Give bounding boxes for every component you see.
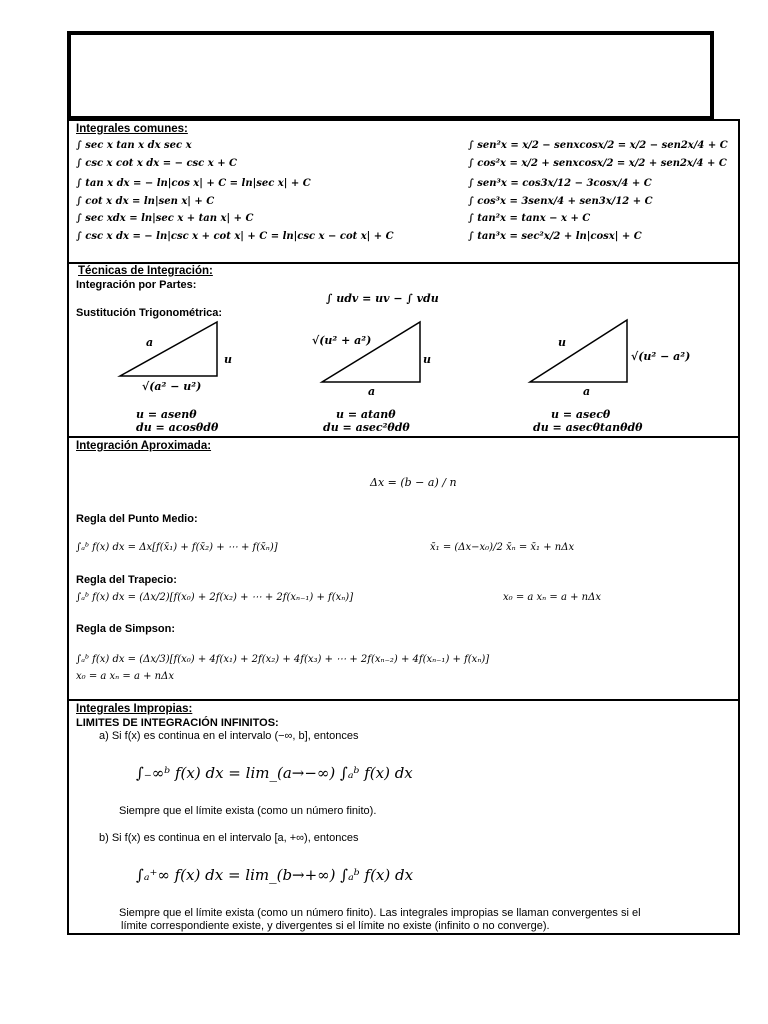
improper-a-note: Siempre que el límite exista (como un número finito). xyxy=(119,805,377,817)
triangle-3 xyxy=(530,320,627,382)
simpson-label: Regla de Simpson: xyxy=(76,623,176,635)
tri3-base: a xyxy=(583,385,591,398)
tri3-hyp: u xyxy=(558,336,566,349)
midpoint-formula: ∫ₐᵇ f(x) dx = Δx[f(x̄₁) + f(x̄₂) + ⋯ + f(x̄ₙ)] xyxy=(76,542,278,553)
tri1-sub2: du = acosθdθ xyxy=(136,421,219,434)
tri1-base: √(a² − u²) xyxy=(142,380,202,393)
tri1-side: u xyxy=(224,353,232,366)
tri1-hyp: a xyxy=(146,336,154,349)
common-right-1: ∫ sen²x = x/2 − senxcosx/2 = x/2 − sen2x/4 + C xyxy=(468,140,728,151)
improper-subheading: LIMITES DE INTEGRACIÓN INFINITOS: xyxy=(76,717,279,729)
common-left-5: ∫ sec xdx = ln|sec x + tan x| + C xyxy=(76,213,254,224)
tri2-sub2: du = asec²θdθ xyxy=(323,421,410,434)
common-left-4: ∫ cot x dx = ln|sen x| + C xyxy=(76,196,215,207)
triangle-2 xyxy=(322,322,420,382)
tri3-sub1: u = asecθ xyxy=(551,408,611,421)
common-left-2: ∫ csc x cot x dx = − csc x + C xyxy=(76,158,238,169)
parts-formula: ∫ udv = uv − ∫ vdu xyxy=(326,292,439,305)
triangle-1 xyxy=(120,322,217,376)
common-right-4: ∫ cos³x = 3senx/4 + sen3x/12 + C xyxy=(468,196,653,207)
improper-b-text: b) Si f(x) es continua en el intervalo [a, +∞), entonces xyxy=(99,832,359,844)
simpson-extra: x₀ = a xₙ = a + nΔx xyxy=(76,671,174,682)
tri2-base: a xyxy=(368,385,376,398)
common-left-6: ∫ csc x dx = − ln|csc x + cot x| + C = ln|csc x − cot x| + C xyxy=(76,231,394,242)
trap-formula: ∫ₐᵇ f(x) dx = (Δx/2)[f(x₀) + 2f(x₂) + ⋯ + 2f(xₙ₋₁) + f(xₙ)] xyxy=(76,592,354,603)
improper-a-formula: ∫₋∞ᵇ f(x) dx = lim_(a→−∞) ∫ₐᵇ f(x) dx xyxy=(136,764,413,782)
improper-b-note-2: límite correspondiente existe, y divergentes si el límite no existe (infinito o no converge). xyxy=(121,920,550,932)
common-left-3: ∫ tan x dx = − ln|cos x| + C = ln|sec x| + C xyxy=(76,178,311,189)
parts-label: Integración por Partes: xyxy=(76,279,197,291)
midpoint-label: Regla del Punto Medio: xyxy=(76,513,198,525)
common-right-3: ∫ sen³x = cos3x/12 − 3cosx/4 + C xyxy=(468,178,652,189)
tri3-sub2: du = asecθtanθdθ xyxy=(533,421,643,434)
common-right-2: ∫ cos²x = x/2 + senxcosx/2 = x/2 + sen2x/4 + C xyxy=(468,158,727,169)
tri3-side: √(u² − a²) xyxy=(631,350,691,363)
trap-label: Regla del Trapecio: xyxy=(76,574,177,586)
tri2-sub1: u = atanθ xyxy=(336,408,396,421)
simpson-formula: ∫ₐᵇ f(x) dx = (Δx/3)[f(x₀) + 4f(x₁) + 2f(x₂) + 4f(x₃) + ⋯ + 2f(xₙ₋₂) + 4f(xₙ₋₁) + f(xₙ)] xyxy=(76,654,490,665)
trig-label: Sustitución Trigonométrica: xyxy=(76,307,223,319)
trap-extra: x₀ = a xₙ = a + nΔx xyxy=(503,592,601,603)
delta-formula: Δx = (b − a) / n xyxy=(370,476,457,489)
approx-heading: Integración Aproximada: xyxy=(76,440,212,452)
tri2-hyp: √(u² + a²) xyxy=(312,334,372,347)
techniques-heading: Técnicas de Integración: xyxy=(78,265,213,277)
improper-b-note-1: Siempre que el límite exista (como un número finito). Las integrales impropias se llaman convergentes si el xyxy=(119,907,641,919)
common-right-6: ∫ tan³x = sec²x/2 + ln|cosx| + C xyxy=(468,231,642,242)
tri1-sub1: u = asenθ xyxy=(136,408,197,421)
common-heading: Integrales comunes: xyxy=(76,123,188,135)
common-left-1: ∫ sec x tan x dx sec x xyxy=(76,140,192,151)
improper-b-formula: ∫ₐ⁺∞ f(x) dx = lim_(b→+∞) ∫ₐᵇ f(x) dx xyxy=(136,866,414,884)
midpoint-extra: x̄₁ = (Δx−x₀)/2 x̄ₙ = x̄₁ + nΔx xyxy=(430,542,575,553)
tri2-side: u xyxy=(423,353,431,366)
improper-a-text: a) Si f(x) es continua en el intervalo (−∞, b], entonces xyxy=(99,730,359,742)
common-right-5: ∫ tan²x = tanx − x + C xyxy=(468,213,591,224)
improper-heading: Integrales Impropias: xyxy=(76,703,193,715)
